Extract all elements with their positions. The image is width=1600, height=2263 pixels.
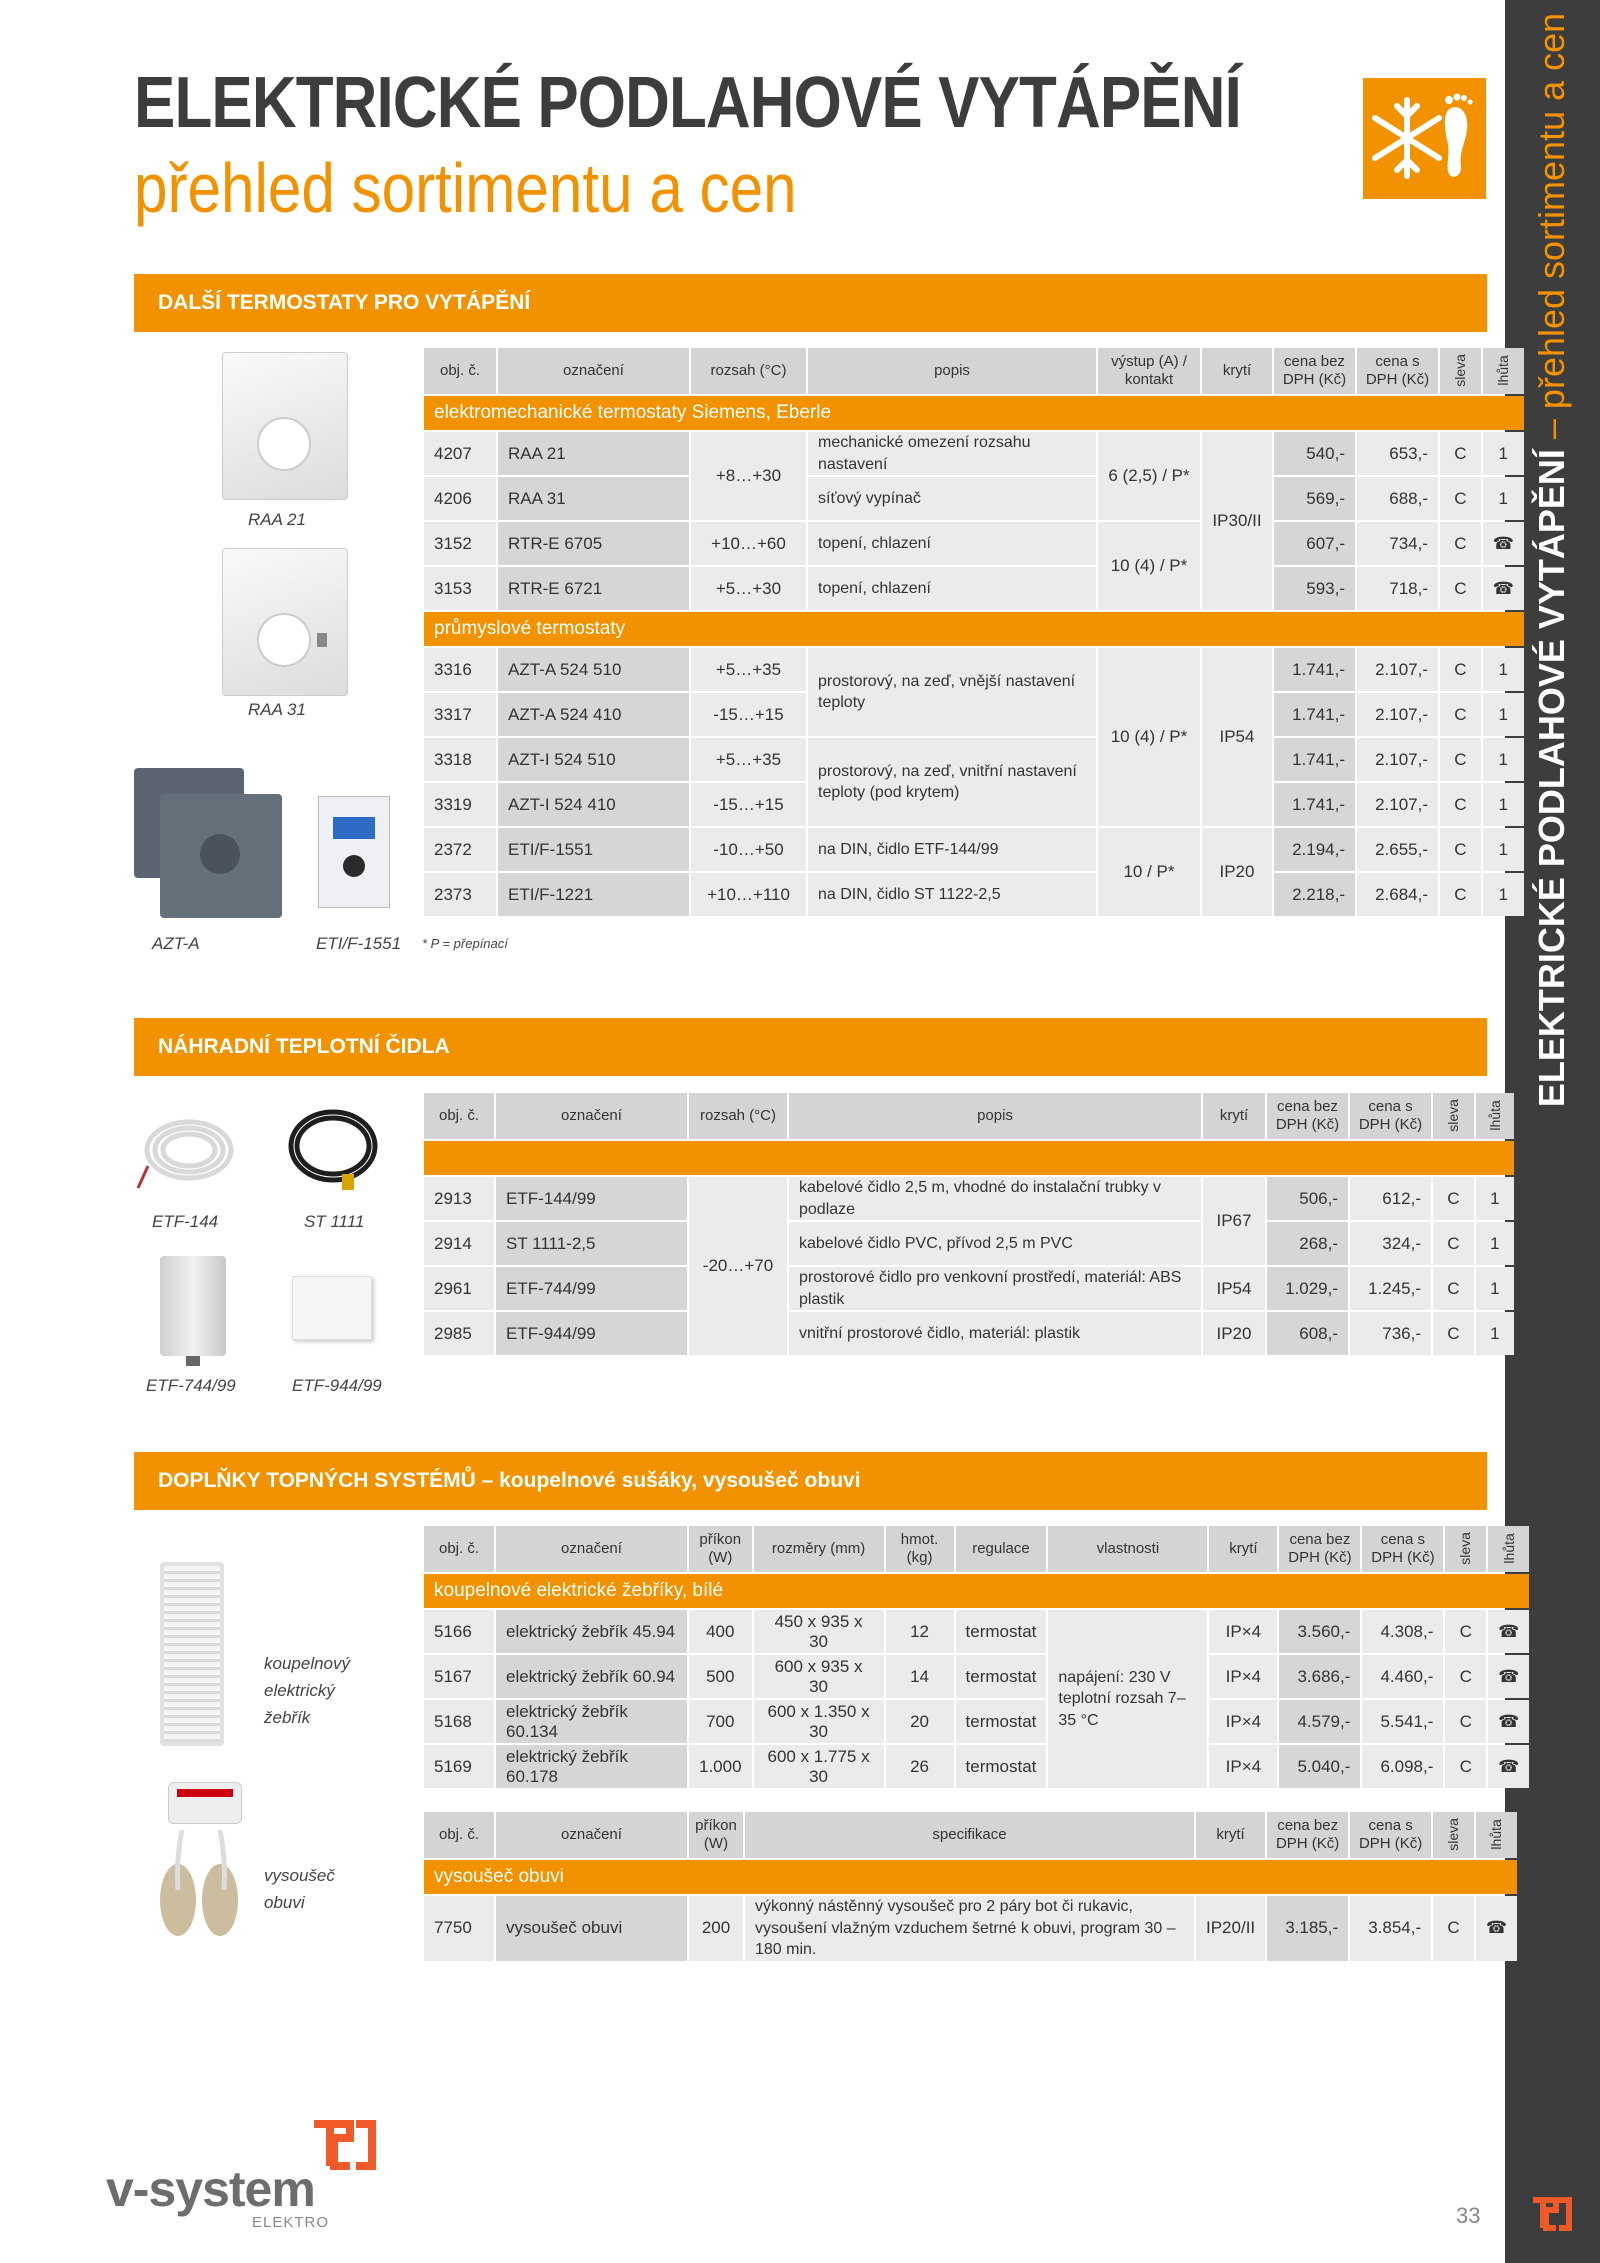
table-cell: 612,-	[1350, 1177, 1431, 1220]
table-cell: ETI/F-1221	[498, 873, 689, 916]
table-row	[424, 1655, 1529, 1698]
table-cell: -15…+15	[691, 783, 806, 826]
caption-raa21: RAA 21	[248, 510, 306, 529]
table-cell: ☎	[1488, 1610, 1529, 1653]
sensors-table	[422, 1091, 1516, 1357]
table-cell: cena bez DPH (Kč)	[1267, 1093, 1348, 1139]
table-cell: RTR-E 6721	[498, 567, 689, 610]
table-cell: 5169	[424, 1745, 494, 1788]
table-cell: C	[1440, 828, 1481, 871]
table-row	[424, 522, 1524, 565]
table-cell: -15…+15	[691, 693, 806, 736]
table-cell: IP×4	[1209, 1745, 1277, 1788]
table-cell: C	[1440, 738, 1481, 781]
table-cell: 5168	[424, 1700, 494, 1743]
table-cell: napájení: 230 V teplotní rozsah 7–35 °C	[1048, 1610, 1207, 1788]
shoes-image	[146, 1830, 256, 1956]
table-cell: cena bez DPH (Kč)	[1267, 1812, 1348, 1858]
table-cell: 26	[886, 1745, 954, 1788]
table-cell: popis	[789, 1093, 1201, 1139]
table-row	[424, 648, 1524, 691]
table-cell: cena s DPH (Kč)	[1350, 1812, 1431, 1858]
table-cell: 6 (2,5) / P*	[1098, 432, 1200, 520]
table-cell: ☎	[1488, 1655, 1529, 1698]
table-cell: 1.741,-	[1274, 648, 1355, 691]
table-cell: mechanické omezení rozsahu nastavení	[808, 432, 1096, 475]
table-cell: 3.185,-	[1267, 1896, 1348, 1961]
table-cell: krytí	[1196, 1812, 1265, 1858]
table-cell: 2.107,-	[1357, 648, 1438, 691]
table-row	[424, 477, 1524, 520]
snowflake-foot-icon	[1363, 78, 1486, 199]
table-cell: C	[1440, 648, 1481, 691]
table-cell: C	[1440, 693, 1481, 736]
group-header: koupelnové elektrické žebříky, bílé	[424, 1574, 1529, 1608]
table-cell: 2985	[424, 1312, 494, 1355]
table-cell: ETF-744/99	[496, 1267, 687, 1310]
shoe-dryer-image	[168, 1782, 242, 1824]
table-cell: obj. č.	[424, 1093, 494, 1139]
table-cell: cena s DPH (Kč)	[1357, 348, 1438, 394]
raa31-image	[222, 548, 348, 696]
page-title: ELEKTRICKÉ PODLAHOVÉ VYTÁPĚNÍ	[134, 63, 1241, 143]
table-cell: termostat	[956, 1745, 1047, 1788]
table-cell: 1	[1483, 738, 1524, 781]
table-cell: vysoušeč obuvi	[496, 1896, 687, 1961]
etf144-image	[134, 1106, 244, 1192]
table-cell: AZT-A 524 510	[498, 648, 689, 691]
table-cell: +8…+30	[691, 432, 806, 520]
table-cell: termostat	[956, 1700, 1047, 1743]
table-cell: 4.308,-	[1362, 1610, 1443, 1653]
table-cell: +5…+35	[691, 738, 806, 781]
table-cell: rozsah (°C)	[689, 1093, 787, 1139]
table-cell: topení, chlazení	[808, 522, 1096, 565]
table-cell: cena bez DPH (Kč)	[1279, 1526, 1360, 1572]
table-header	[424, 1812, 1517, 1858]
table-row	[424, 1312, 1514, 1355]
table-cell: 688,-	[1357, 477, 1438, 520]
table-cell: IP×4	[1209, 1700, 1277, 1743]
table-cell: krytí	[1203, 1093, 1265, 1139]
table-cell: 3152	[424, 522, 496, 565]
table-cell: ☎	[1488, 1700, 1529, 1743]
brand-logo-text: v-system	[106, 2161, 315, 2217]
table-cell: 2.107,-	[1357, 738, 1438, 781]
table-cell: AZT-I 524 410	[498, 783, 689, 826]
table-cell: 500	[689, 1655, 752, 1698]
table-cell: 5167	[424, 1655, 494, 1698]
table-cell: IP67	[1203, 1177, 1265, 1265]
table-cell: specifikace	[745, 1812, 1194, 1858]
table-cell: C	[1445, 1700, 1486, 1743]
table-cell: 400	[689, 1610, 752, 1653]
table-cell: 2.218,-	[1274, 873, 1355, 916]
table-cell: IP20	[1202, 828, 1272, 916]
table-cell: RAA 31	[498, 477, 689, 520]
table-cell: výstup (A) / kontakt	[1098, 348, 1200, 394]
table-cell: 736,-	[1350, 1312, 1431, 1355]
table-cell: -10…+50	[691, 828, 806, 871]
table-cell: výkonný nástěnný vysoušeč pro 2 páry bot či rukavic, vysoušení vlažným vzduchem šetrné k obuvi, program 30 – 180 min.	[745, 1896, 1194, 1961]
shoe-dryer-table	[422, 1810, 1519, 1963]
table-cell: ☎	[1483, 567, 1524, 610]
table-cell: označení	[496, 1526, 687, 1572]
table-cell: 653,-	[1357, 432, 1438, 475]
table-header	[424, 1526, 1529, 1572]
table-cell: 2.684,-	[1357, 873, 1438, 916]
table-cell: ETF-144/99	[496, 1177, 687, 1220]
table-row	[424, 1745, 1529, 1788]
table-cell: obj. č.	[424, 1526, 494, 1572]
table-cell: 5166	[424, 1610, 494, 1653]
table-cell: cena s DPH (Kč)	[1362, 1526, 1443, 1572]
table-cell: 450 x 935 x 30	[754, 1610, 884, 1653]
table-cell: topení, chlazení	[808, 567, 1096, 610]
table-cell: 1	[1483, 828, 1524, 871]
table-cell: 2.194,-	[1274, 828, 1355, 871]
table-row	[424, 1610, 1529, 1653]
table-row	[424, 828, 1524, 871]
table-cell: příkon (W)	[689, 1812, 743, 1858]
table-cell: 1	[1483, 477, 1524, 520]
table-cell: sleva	[1433, 1812, 1474, 1858]
table-cell: 1.000	[689, 1745, 752, 1788]
group-header-empty	[424, 1141, 1514, 1175]
table-cell: C	[1440, 477, 1481, 520]
table-cell: 5.040,-	[1279, 1745, 1360, 1788]
table-cell: 3319	[424, 783, 496, 826]
caption-towel-rail: koupelnový elektrický žebřík	[264, 1654, 351, 1728]
etf944-image	[292, 1276, 372, 1340]
table-cell: 3318	[424, 738, 496, 781]
section-title-sensors: NÁHRADNÍ TEPLOTNÍ ČIDLA	[134, 1018, 1487, 1076]
footnote: * P = přepínací	[422, 936, 508, 951]
table-cell: IP54	[1203, 1267, 1265, 1310]
table-cell: 10 (4) / P*	[1098, 522, 1200, 610]
table-cell: 2913	[424, 1177, 494, 1220]
caption-eti: ETI/F-1551	[316, 934, 402, 953]
table-cell: sleva	[1440, 348, 1481, 394]
table-cell: 1.245,-	[1350, 1267, 1431, 1310]
table-cell: 7750	[424, 1896, 494, 1961]
table-cell: 1	[1476, 1222, 1514, 1265]
table-cell: C	[1433, 1267, 1474, 1310]
table-cell: prostorový, na zeď, vnitřní nastavení teploty (pod krytem)	[808, 738, 1096, 826]
table-cell: 1	[1483, 693, 1524, 736]
table-cell: C	[1433, 1896, 1474, 1961]
table-cell: cena s DPH (Kč)	[1350, 1093, 1431, 1139]
table-cell: prostorový, na zeď, vnější nastavení teploty	[808, 648, 1096, 736]
table-cell: 14	[886, 1655, 954, 1698]
table-cell: 1.029,-	[1267, 1267, 1348, 1310]
table-cell: 2372	[424, 828, 496, 871]
table-cell: ETI/F-1551	[498, 828, 689, 871]
table-cell: kabelové čidlo PVC, přívod 2,5 m PVC	[789, 1222, 1201, 1265]
table-cell: 608,-	[1267, 1312, 1348, 1355]
table-cell: lhůta	[1483, 348, 1524, 394]
table-cell: 540,-	[1274, 432, 1355, 475]
table-cell: +5…+30	[691, 567, 806, 610]
table-cell: 600 x 935 x 30	[754, 1655, 884, 1698]
table-cell: 1	[1476, 1267, 1514, 1310]
table-row	[424, 1700, 1529, 1743]
table-cell: ☎	[1476, 1896, 1517, 1961]
table-cell: C	[1440, 873, 1481, 916]
table-cell: 1	[1483, 432, 1524, 475]
brand-subtitle: ELEKTRO	[252, 2214, 330, 2231]
table-header	[424, 348, 1524, 394]
table-cell: příkon (W)	[689, 1526, 752, 1572]
table-cell: +10…+60	[691, 522, 806, 565]
table-cell: elektrický žebřík 60.134	[496, 1700, 687, 1743]
table-cell: vnitřní prostorové čidlo, materiál: plastik	[789, 1312, 1201, 1355]
table-row	[424, 873, 1524, 916]
table-cell: elektrický žebřík 60.94	[496, 1655, 687, 1698]
table-cell: označení	[496, 1812, 687, 1858]
table-cell: sleva	[1433, 1093, 1474, 1139]
page-number: 33	[1456, 2203, 1481, 2228]
table-cell: ETF-944/99	[496, 1312, 687, 1355]
table-cell: 600 x 1.775 x 30	[754, 1745, 884, 1788]
table-cell: lhůta	[1476, 1812, 1517, 1858]
table-cell: C	[1445, 1610, 1486, 1653]
table-cell: RAA 21	[498, 432, 689, 475]
table-row	[424, 1896, 1517, 1961]
table-cell: IP×4	[1209, 1610, 1277, 1653]
caption-etf944: ETF-944/99	[292, 1376, 382, 1395]
table-cell: 10 (4) / P*	[1098, 648, 1200, 826]
table-row	[424, 432, 1524, 475]
caption-shoe-dryer: vysoušeč obuvi	[264, 1866, 335, 1913]
table-cell: C	[1433, 1222, 1474, 1265]
eti-image	[318, 796, 390, 908]
table-cell: 1	[1483, 873, 1524, 916]
table-cell: C	[1433, 1177, 1474, 1220]
table-cell: 4206	[424, 477, 496, 520]
table-row	[424, 1222, 1514, 1265]
table-cell: 2.107,-	[1357, 783, 1438, 826]
table-cell: 569,-	[1274, 477, 1355, 520]
table-cell: C	[1433, 1312, 1474, 1355]
table-cell: prostorové čidlo pro venkovní prostředí, materiál: ABS plastik	[789, 1267, 1201, 1310]
table-cell: AZT-A 524 410	[498, 693, 689, 736]
table-cell: 2373	[424, 873, 496, 916]
azt-a-image	[160, 794, 282, 918]
table-cell: termostat	[956, 1610, 1047, 1653]
table-cell: C	[1440, 432, 1481, 475]
table-cell: 4.460,-	[1362, 1655, 1443, 1698]
towel-rails-table	[422, 1524, 1531, 1790]
etf744-image	[160, 1256, 226, 1356]
table-cell: 324,-	[1350, 1222, 1431, 1265]
table-cell: 2961	[424, 1267, 494, 1310]
table-cell: 607,-	[1274, 522, 1355, 565]
table-cell: 2.107,-	[1357, 693, 1438, 736]
table-cell: 1	[1476, 1177, 1514, 1220]
table-cell: 593,-	[1274, 567, 1355, 610]
table-cell: 1.741,-	[1274, 783, 1355, 826]
table-cell: 3.560,-	[1279, 1610, 1360, 1653]
table-cell: rozsah (°C)	[691, 348, 806, 394]
table-cell: popis	[808, 348, 1096, 394]
table-cell: 600 x 1.350 x 30	[754, 1700, 884, 1743]
table-cell: 1	[1483, 783, 1524, 826]
table-cell: 3.854,-	[1350, 1896, 1431, 1961]
table-cell: 718,-	[1357, 567, 1438, 610]
table-cell: C	[1440, 567, 1481, 610]
table-cell: IP×4	[1209, 1655, 1277, 1698]
table-cell: označení	[498, 348, 689, 394]
caption-etf144: ETF-144	[152, 1212, 219, 1231]
table-cell: elektrický žebřík 60.178	[496, 1745, 687, 1788]
table-cell: 12	[886, 1610, 954, 1653]
table-cell: 20	[886, 1700, 954, 1743]
table-cell: C	[1440, 522, 1481, 565]
table-cell: C	[1445, 1745, 1486, 1788]
table-cell: 3316	[424, 648, 496, 691]
table-cell: +10…+110	[691, 873, 806, 916]
table-cell: 4.579,-	[1279, 1700, 1360, 1743]
group-header: průmyslové termostaty	[424, 612, 1524, 646]
caption-etf744: ETF-744/99	[146, 1376, 236, 1395]
table-cell: ST 1111-2,5	[496, 1222, 687, 1265]
table-row	[424, 1177, 1514, 1220]
table-row	[424, 1267, 1514, 1310]
table-cell: IP54	[1202, 648, 1272, 826]
table-cell: 3317	[424, 693, 496, 736]
table-cell: 200	[689, 1896, 743, 1961]
table-cell: C	[1445, 1655, 1486, 1698]
table-cell: 2.655,-	[1357, 828, 1438, 871]
table-row	[424, 738, 1524, 781]
table-cell: obj. č.	[424, 348, 496, 394]
table-cell: lhůta	[1488, 1526, 1529, 1572]
table-cell: krytí	[1209, 1526, 1277, 1572]
table-cell: 3.686,-	[1279, 1655, 1360, 1698]
table-cell: elektrický žebřík 45.94	[496, 1610, 687, 1653]
table-cell: IP30/II	[1202, 432, 1272, 610]
towel-rail-image	[160, 1562, 224, 1746]
table-cell: C	[1440, 783, 1481, 826]
table-cell: krytí	[1202, 348, 1272, 394]
table-cell: na DIN, čidlo ST 1122-2,5	[808, 873, 1096, 916]
table-cell: 1	[1476, 1312, 1514, 1355]
thermostats-table	[422, 346, 1526, 918]
table-cell: 700	[689, 1700, 752, 1743]
table-cell: 1.741,-	[1274, 738, 1355, 781]
table-cell: sleva	[1445, 1526, 1486, 1572]
table-cell: 1	[1483, 648, 1524, 691]
table-cell: ☎	[1488, 1745, 1529, 1788]
st1111-image	[280, 1100, 386, 1196]
table-cell: 5.541,-	[1362, 1700, 1443, 1743]
table-cell: +5…+35	[691, 648, 806, 691]
side-title: ELEKTRICKÉ PODLAHOVÉ VYTÁPĚNÍ – přehled sortimentu a cen	[1531, 12, 1572, 1108]
table-cell: lhůta	[1476, 1093, 1514, 1139]
table-header	[424, 1093, 1514, 1139]
table-cell: IP20/II	[1196, 1896, 1265, 1961]
table-row	[424, 567, 1524, 610]
table-cell: RTR-E 6705	[498, 522, 689, 565]
table-cell: IP20	[1203, 1312, 1265, 1355]
table-cell: obj. č.	[424, 1812, 494, 1858]
table-cell: 268,-	[1267, 1222, 1348, 1265]
table-cell: na DIN, čidlo ETF-144/99	[808, 828, 1096, 871]
table-cell: 6.098,-	[1362, 1745, 1443, 1788]
caption-st1111: ST 1111	[304, 1212, 365, 1231]
caption-raa31: RAA 31	[248, 700, 306, 719]
table-cell: AZT-I 524 510	[498, 738, 689, 781]
table-cell: -20…+70	[689, 1177, 787, 1355]
group-header: elektromechanické termostaty Siemens, Eberle	[424, 396, 1524, 430]
table-cell: 4207	[424, 432, 496, 475]
table-cell: 3153	[424, 567, 496, 610]
table-cell: 734,-	[1357, 522, 1438, 565]
table-cell: 10 / P*	[1098, 828, 1200, 916]
table-cell: 2914	[424, 1222, 494, 1265]
page-subtitle: přehled sortimentu a cen	[134, 149, 797, 227]
raa21-image	[222, 352, 348, 500]
table-cell: hmot. (kg)	[886, 1526, 954, 1572]
table-cell: vlastnosti	[1048, 1526, 1207, 1572]
table-cell: termostat	[956, 1655, 1047, 1698]
table-cell: síťový vypínač	[808, 477, 1096, 520]
table-cell: rozměry (mm)	[754, 1526, 884, 1572]
brand-mark-icon	[1530, 2196, 1572, 2237]
table-cell: cena bez DPH (Kč)	[1274, 348, 1355, 394]
section-title-accessories: DOPLŇKY TOPNÝCH SYSTÉMŮ – koupelnové sušáky, vysoušeč obuvi	[134, 1452, 1487, 1510]
table-cell: 1.741,-	[1274, 693, 1355, 736]
table-cell: regulace	[956, 1526, 1047, 1572]
section-title-thermostats: DALŠÍ TERMOSTATY PRO VYTÁPĚNÍ	[134, 274, 1487, 332]
table-cell: kabelové čidlo 2,5 m, vhodné do instalační trubky v podlaze	[789, 1177, 1201, 1220]
table-cell: ☎	[1483, 522, 1524, 565]
group-header: vysoušeč obuvi	[424, 1860, 1517, 1894]
v-system-logo-icon	[310, 2120, 382, 2175]
caption-azt-a: AZT-A	[152, 934, 200, 953]
table-cell: označení	[496, 1093, 687, 1139]
table-cell: 506,-	[1267, 1177, 1348, 1220]
